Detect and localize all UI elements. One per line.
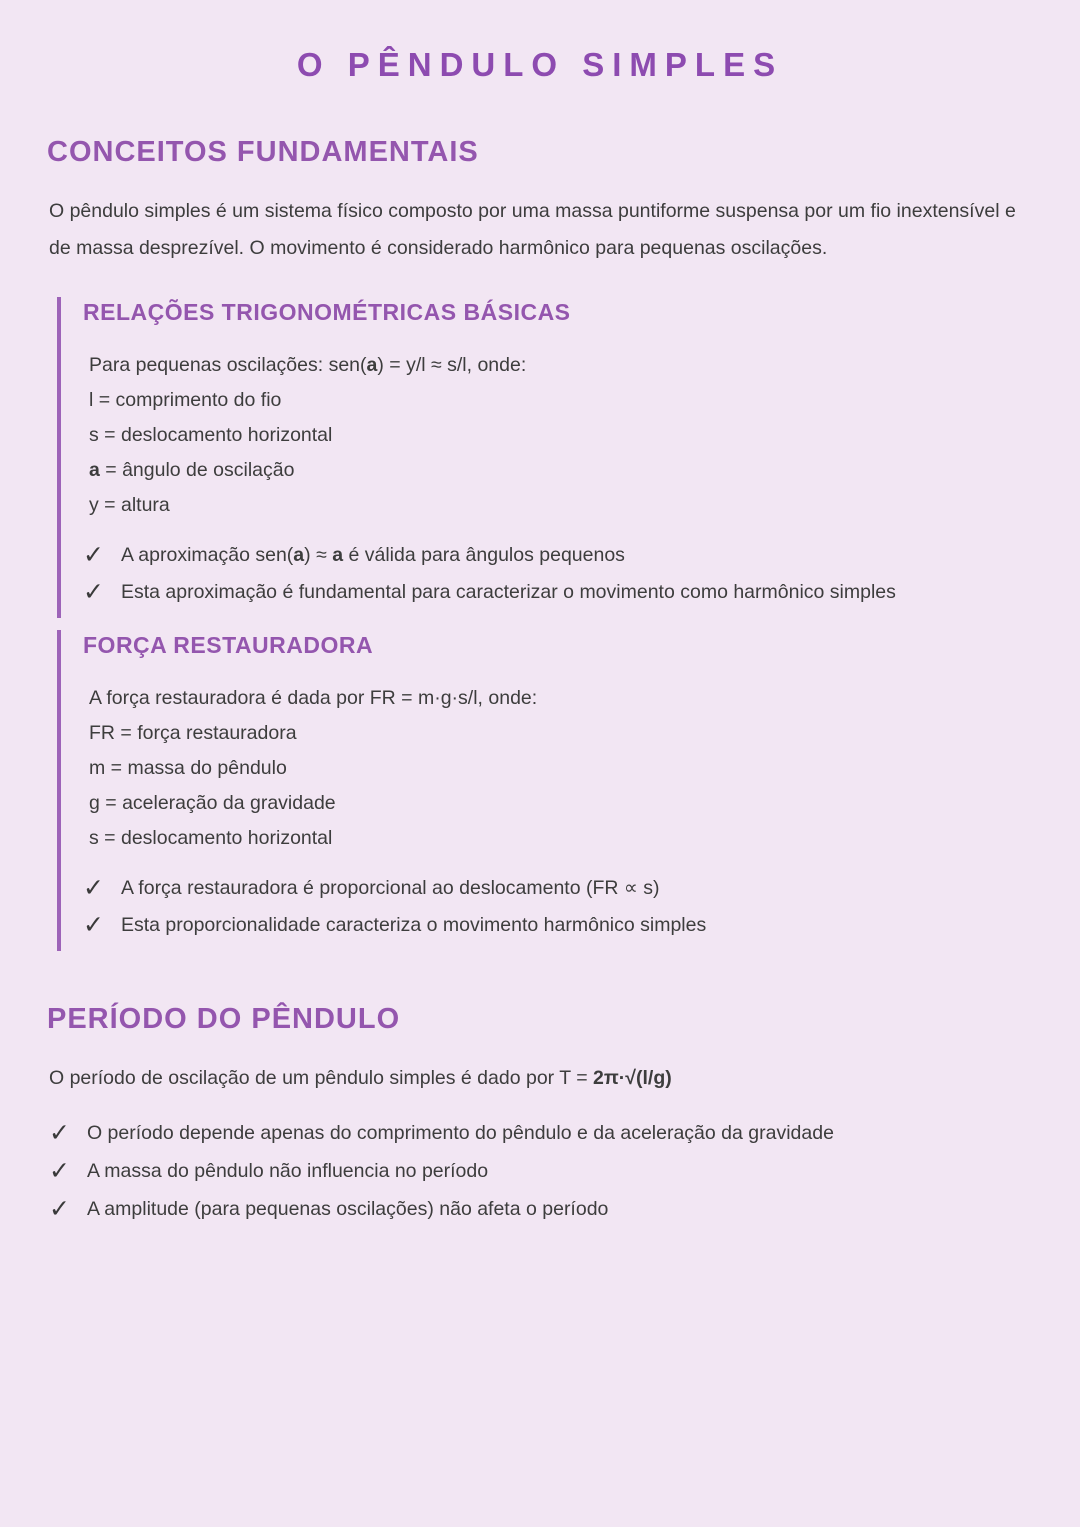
definition-line: m = massa do pêndulo	[89, 757, 287, 779]
check-item	[47, 1159, 1033, 1183]
section-intro-paragraph: O pêndulo simples é um sistema físico composto por uma massa puntiforme suspensa por um fio inextensível e de massa desprezível. O movimento é considerado harmônico para pequenas oscilações.	[49, 200, 1016, 259]
checkmark-icon: ✓	[83, 578, 104, 606]
section-conceitos-fundamentais	[47, 136, 1033, 951]
section-heading-conceitos: CONCEITOS FUNDAMENTAIS	[47, 136, 479, 168]
checkmark-icon: ✓	[49, 1119, 70, 1147]
subsection-forca-restauradora	[57, 630, 1033, 951]
check-text: A aproximação sen(a) ≈ a é válida para ângulos pequenos	[120, 544, 625, 566]
check-item	[47, 1197, 1033, 1221]
check-text: A força restauradora é proporcional ao deslocamento (FR ∝ s)	[120, 877, 660, 899]
definition-line: A força restauradora é dada por FR = m·g·s/l, onde:	[89, 687, 538, 709]
check-text: Esta proporcionalidade caracteriza o movimento harmônico simples	[120, 914, 707, 936]
definition-line: y = altura	[89, 494, 170, 516]
section-periodo-do-pendulo	[47, 1003, 1033, 1221]
checkmark-icon: ✓	[83, 874, 104, 902]
definition-line: g = aceleração da gravidade	[89, 792, 336, 814]
subsection-heading-relacoes: RELAÇÕES TRIGONOMÉTRICAS BÁSICAS	[83, 299, 571, 325]
check-item	[83, 543, 1033, 567]
subsection-relacoes-trigonometricas	[57, 297, 1033, 618]
check-list	[83, 876, 1033, 937]
check-text: A amplitude (para pequenas oscilações) não afeta o período	[86, 1198, 609, 1220]
checkmark-icon: ✓	[83, 911, 104, 939]
definition-line: FR = força restauradora	[89, 722, 297, 744]
definition-line: s = deslocamento horizontal	[89, 827, 333, 849]
check-list	[83, 543, 1033, 604]
subsection-heading-forca: FORÇA RESTAURADORA	[83, 632, 374, 658]
check-item	[47, 1121, 1033, 1145]
check-list	[47, 1121, 1033, 1221]
checkmark-icon: ✓	[49, 1157, 70, 1185]
checkmark-icon: ✓	[49, 1195, 70, 1223]
check-item	[83, 876, 1033, 900]
section-heading-periodo: PERÍODO DO PÊNDULO	[47, 1003, 401, 1035]
definition-line: Para pequenas oscilações: sen(a) = y/l ≈ s/l, onde:	[89, 354, 527, 376]
check-text: A massa do pêndulo não influencia no período	[86, 1160, 489, 1182]
check-item	[83, 580, 1033, 604]
check-item	[83, 913, 1033, 937]
page-title: O PÊNDULO SIMPLES	[296, 46, 784, 83]
periodo-formula-paragraph: O período de oscilação de um pêndulo simples é dado por T = 2π·√(l/g)	[49, 1067, 672, 1089]
check-text: O período depende apenas do comprimento do pêndulo e da aceleração da gravidade	[86, 1122, 834, 1144]
definition-line: l = comprimento do fio	[89, 389, 282, 411]
definition-line: a = ângulo de oscilação	[89, 459, 295, 481]
checkmark-icon: ✓	[83, 541, 104, 569]
definition-line: s = deslocamento horizontal	[89, 424, 333, 446]
check-text: Esta aproximação é fundamental para caracterizar o movimento como harmônico simples	[120, 581, 896, 603]
